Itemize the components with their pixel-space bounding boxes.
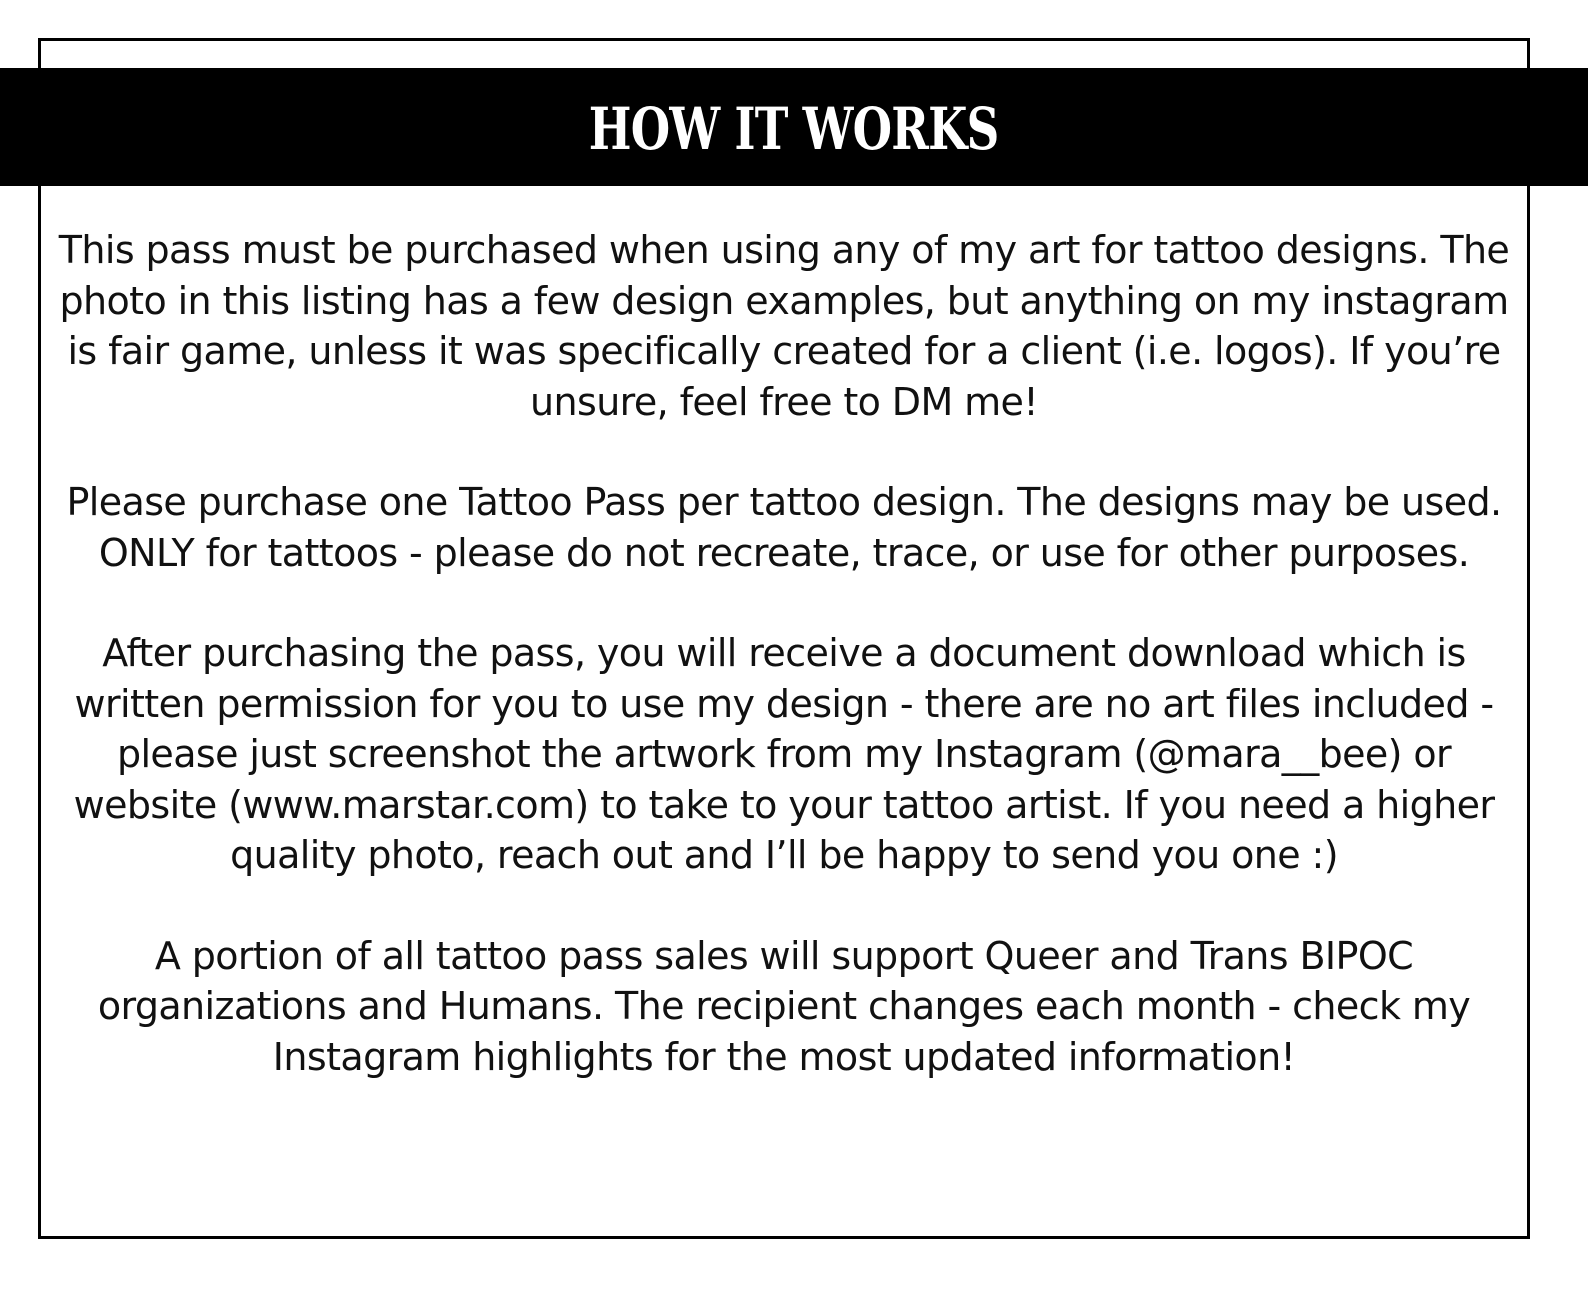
paragraph-charity-support: A portion of all tattoo pass sales will support Queer and Trans BIPOC organizations and Humans. The recipient changes each month - check my Instagram highlights for the most updated information! bbox=[97, 933, 1471, 1079]
title-banner bbox=[0, 68, 1588, 186]
paragraph-after-purchase: After purchasing the pass, you will receive a document download which is written permission for you to use my design - there are no art files included - please just screenshot the artwork from my Instagram (@mara__bee) or website (www.marstar.com) to take to your tattoo artist. If you need a higher quality photo, reach out and I’ll be happy to send you one :) bbox=[73, 631, 1495, 877]
body-text bbox=[56, 225, 1512, 1132]
paragraph-purchase-requirement: This pass must be purchased when using any of my art for tattoo designs. The photo in this listing has a few design examples, but anything on my instagram is fair game, unless it was specifically created for a client (i.e. logos). If you’re unsure, feel free to DM me! bbox=[58, 228, 1510, 424]
page-title: HOW IT WORKS bbox=[589, 95, 999, 163]
paragraph-one-pass-per-design: Please purchase one Tattoo Pass per tattoo design. The designs may be used. ONLY for tattoos - please do not recreate, trace, or use for other purposes. bbox=[66, 480, 1502, 575]
